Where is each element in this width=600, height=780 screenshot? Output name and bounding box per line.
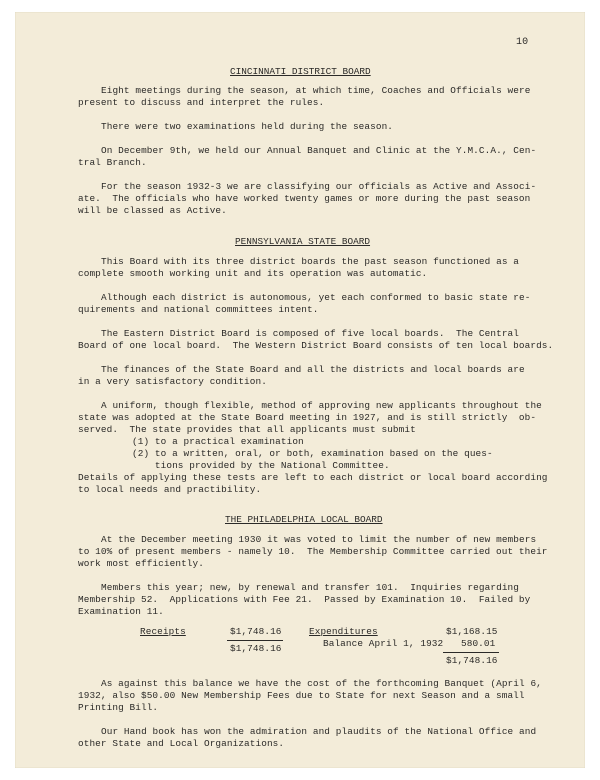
paragraph: At the December meeting 1930 it was voted to limit the number of new members: [101, 534, 537, 545]
paragraph-line: Printing Bill.: [78, 702, 159, 713]
receipts-total-rule: [227, 640, 283, 641]
expenditures-total-rule: [443, 652, 499, 653]
expenditures-amount: $1,168.15: [446, 626, 498, 637]
paragraph-line: to 10% of present members - namely 10. The Membership Committee carried out their: [78, 546, 548, 557]
heading-philadelphia: THE PHILADELPHIA LOCAL BOARD: [225, 514, 383, 525]
paragraph: Members this year; new, by renewal and transfer 101. Inquiries regarding: [101, 582, 519, 593]
paragraph: On December 9th, we held our Annual Banquet and Clinic at the Y.M.C.A., Cen-: [101, 145, 537, 156]
paragraph-line: served. The state provides that all applicants must submit: [78, 424, 416, 435]
paragraph-line: tral Branch.: [78, 157, 147, 168]
paragraph: The Eastern District Board is composed of five local boards. The Central: [101, 328, 519, 339]
paragraph-line: other State and Local Organizations.: [78, 738, 285, 749]
expenditures-label: Expenditures: [309, 626, 378, 637]
balance-label: Balance April 1, 1932: [323, 638, 444, 649]
paragraph: Although each district is autonomous, yet each conformed to basic state re-: [101, 292, 531, 303]
paragraph-line: work most efficiently.: [78, 558, 204, 569]
receipts-total: $1,748.16: [230, 643, 282, 654]
paragraph: The finances of the State Board and all the districts and local boards are: [101, 364, 525, 375]
receipts-amount: $1,748.16: [230, 626, 282, 637]
receipts-label: Receipts: [140, 626, 186, 637]
heading-pennsylvania: PENNSYLVANIA STATE BOARD: [235, 236, 371, 247]
paragraph: A uniform, though flexible, method of approving new applicants throughout the: [101, 400, 542, 411]
paragraph: As against this balance we have the cost of the forthcoming Banquet (April 6,: [101, 678, 542, 689]
paragraph: There were two examinations held during the season.: [101, 121, 394, 132]
heading-cincinnati: CINCINNATI DISTRICT BOARD: [230, 66, 371, 77]
paragraph-line: present to discuss and interpret the rules.: [78, 97, 325, 108]
list-item: tions provided by the National Committee.: [132, 460, 390, 471]
balance-amount: 580.01: [461, 638, 496, 649]
paragraph-line: 1932, also $50.00 New Membership Fees due to State for next Season and a small: [78, 690, 525, 701]
paragraph-line: Board of one local board. The Western District Board consists of ten local boards.: [78, 340, 554, 351]
page-number: 10: [516, 37, 529, 48]
paragraph: Our Hand book has won the admiration and plaudits of the National Office and: [101, 726, 537, 737]
paragraph-line: in a very satisfactory condition.: [78, 376, 267, 387]
paragraph: Eight meetings during the season, at which time, Coaches and Officials were: [101, 85, 531, 96]
paragraph: For the season 1932-3 we are classifying our officials as Active and Associ-: [101, 181, 537, 192]
paragraph-line: Examination 11.: [78, 606, 164, 617]
list-item: (2) to a written, oral, or both, examination based on the ques-: [132, 448, 493, 459]
paragraph-line: to local needs and practibility.: [78, 484, 262, 495]
paragraph-line: Membership 52. Applications with Fee 21. Passed by Examination 10. Failed by: [78, 594, 531, 605]
expenditures-total: $1,748.16: [446, 655, 498, 666]
paragraph-line: complete smooth working unit and its operation was automatic.: [78, 268, 428, 279]
document-page: [15, 12, 585, 768]
paragraph: Details of applying these tests are left to each district or local board according: [78, 472, 548, 483]
paragraph-line: quirements and national committees intent.: [78, 304, 319, 315]
paragraph: This Board with its three district boards the past season functioned as a: [101, 256, 519, 267]
paragraph-line: will be classed as Active.: [78, 205, 227, 216]
list-item: (1) to a practical examination: [132, 436, 304, 447]
paragraph-line: ate. The officials who have worked twenty games or more during the past season: [78, 193, 531, 204]
paragraph-line: state was adopted at the State Board meeting in 1927, and is still strictly ob-: [78, 412, 537, 423]
